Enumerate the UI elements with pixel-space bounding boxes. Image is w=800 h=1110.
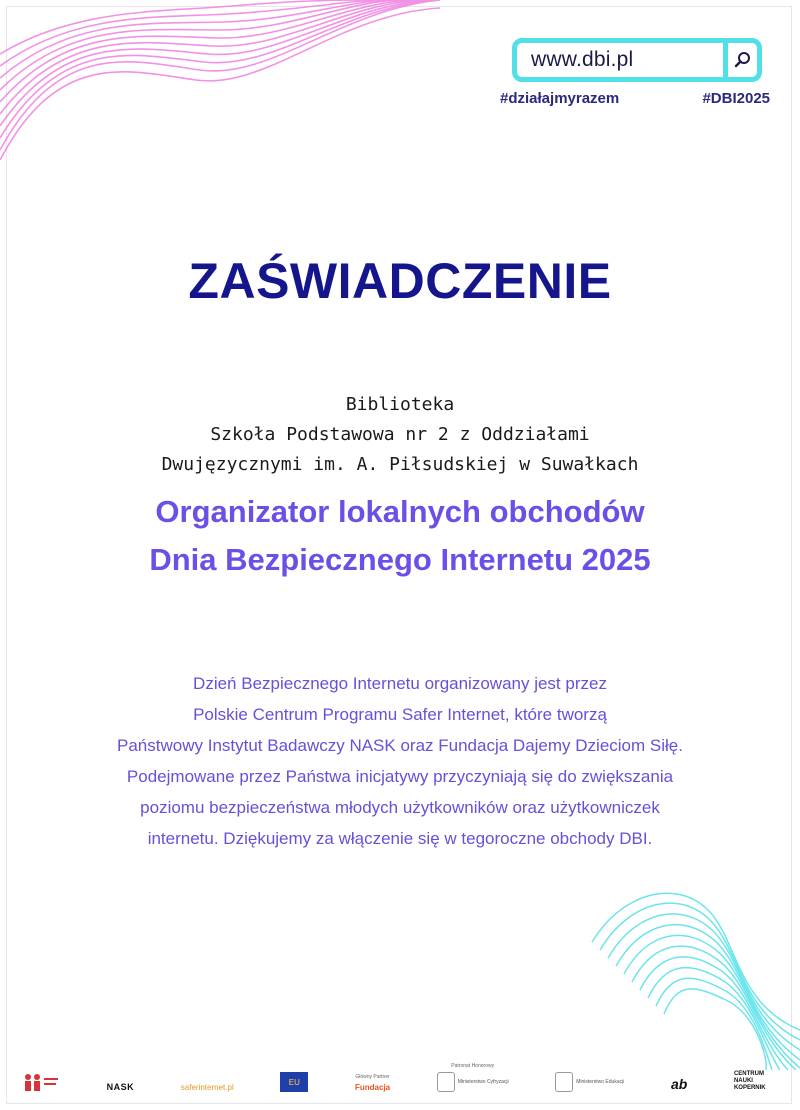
- ab-logo-text: ab: [670, 1076, 688, 1092]
- search-button[interactable]: [723, 43, 757, 77]
- main-partner-caption: Główny Partner: [355, 1074, 390, 1080]
- organization-line: Dwujęzycznymi im. A. Piłsudskiej w Suwałkach: [161, 454, 639, 475]
- organization-line: Szkoła Podstawowa nr 2 z Oddziałami: [210, 424, 590, 445]
- certificate-body: [30, 668, 770, 854]
- search-box[interactable]: [512, 38, 762, 82]
- body-line: Podejmowane przez Państwa inicjatywy przyczyniają się do zwiększania: [126, 767, 674, 786]
- body-line: Dzień Bezpiecznego Internetu organizowany jest przez: [193, 674, 607, 693]
- certificate-subtitle: [40, 488, 760, 584]
- organization-line: Biblioteka: [345, 394, 455, 415]
- ministry-2-logo: [555, 1072, 624, 1092]
- ministry-2-label: Ministerstwo Edukacji: [576, 1079, 625, 1085]
- fundacja-logo-text: Fundacja: [355, 1083, 391, 1092]
- hashtag-2[interactable]: #DBI2025: [702, 90, 770, 107]
- body-line: Polskie Centrum Programu Safer Internet, które tworzą: [193, 705, 607, 724]
- ministry-2-row: [555, 1072, 624, 1092]
- kopernik-logo-text: CENTRUM NAUKI KOPERNIK: [733, 1071, 766, 1091]
- nask-logo-text: NASK: [106, 1082, 135, 1092]
- ddd-logo: [20, 1072, 60, 1092]
- kopernik-logo: [734, 1071, 780, 1092]
- body-line: internetu. Dziękujemy za włączenie się w tegoroczne obchody DBI.: [147, 829, 653, 848]
- search-url: www.dbi.pl: [531, 48, 634, 71]
- subtitle-line: Organizator lokalnych obchodów: [155, 494, 645, 529]
- body-line: Państwowy Instytut Badawczy NASK oraz Fundacja Dajemy Dzieciom Siłę.: [117, 736, 683, 755]
- honorary-patronage-logo: [437, 1063, 509, 1092]
- eagle-emblem-icon: [437, 1072, 455, 1092]
- saferinternet-logo: [181, 1083, 234, 1092]
- ministry-1-label: Ministerstwo Cyfryzacji: [457, 1079, 509, 1085]
- saferinternet-logo-text: saferinternet.pl: [180, 1083, 234, 1092]
- honorary-patronage-caption: Patronat Honorowy: [451, 1063, 495, 1069]
- subtitle-line: Dnia Bezpiecznego Internetu 2025: [149, 542, 651, 577]
- children-figures-icon: [20, 1072, 60, 1092]
- hashtag-1[interactable]: #działajmyrazem: [500, 90, 620, 107]
- search-icon: [734, 51, 752, 69]
- organization-name: [60, 390, 740, 480]
- hashtags: [500, 90, 770, 107]
- ab-logo: [671, 1076, 687, 1092]
- eagle-emblem-icon: [555, 1072, 573, 1092]
- partner-logos: [20, 1058, 780, 1092]
- main-partner-logo: [355, 1074, 390, 1092]
- certificate-title: ZAŚWIADCZENIE: [188, 253, 612, 309]
- ministry-1-logo: [437, 1072, 509, 1092]
- nask-logo: [107, 1082, 135, 1092]
- eu-logo: [280, 1072, 308, 1092]
- eu-flag-icon: EU: [280, 1072, 308, 1092]
- body-line: poziomu bezpieczeństwa młodych użytkowników oraz użytkowniczek: [140, 798, 660, 817]
